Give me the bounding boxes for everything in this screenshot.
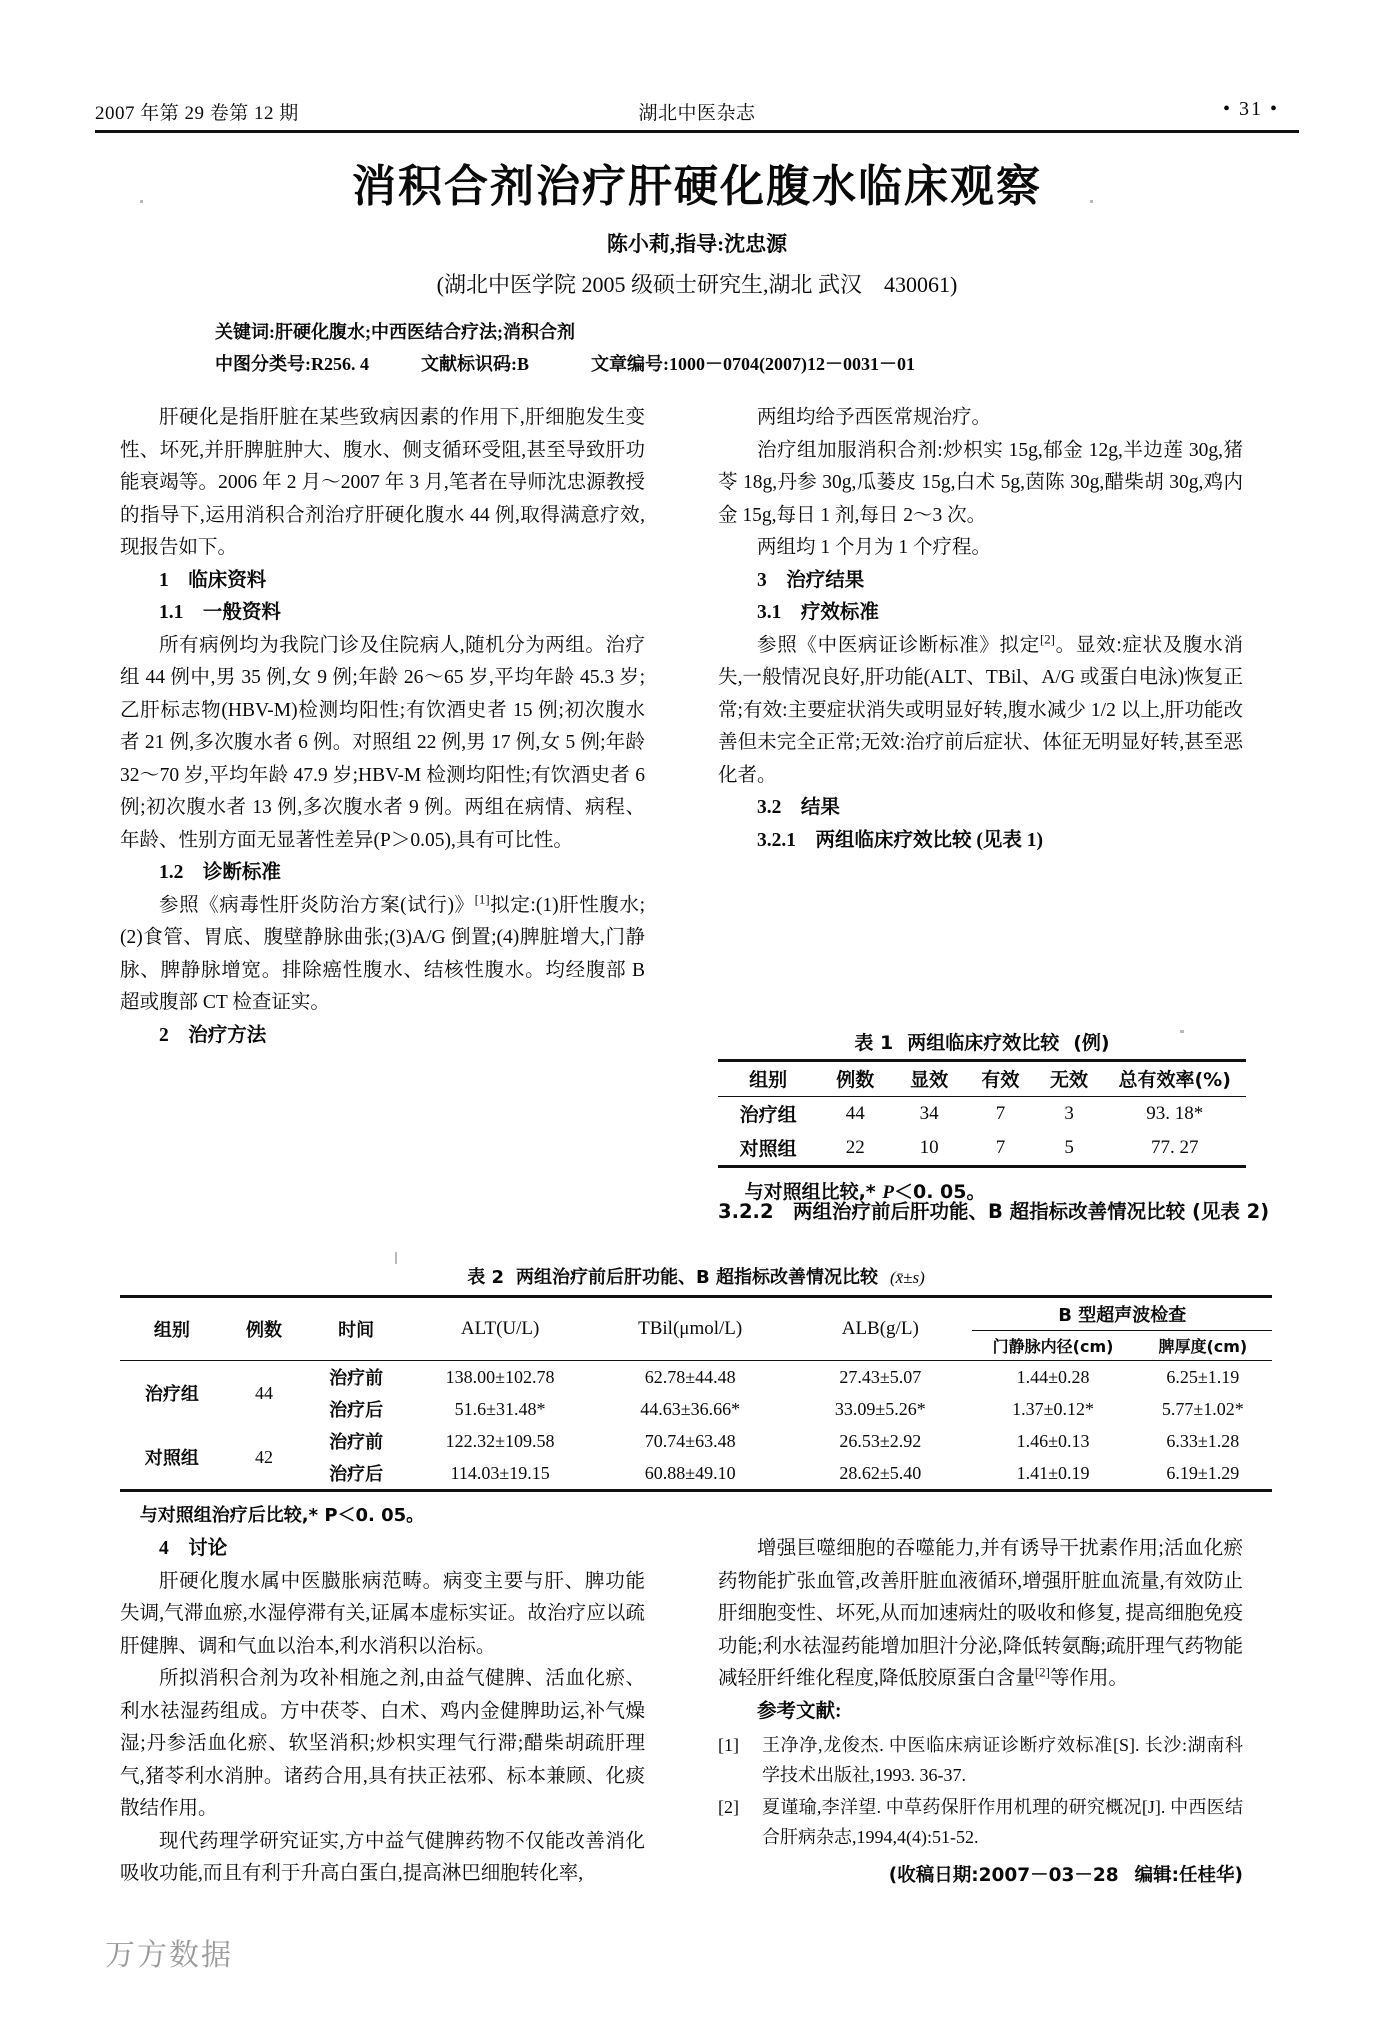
keywords-label: 关键词: bbox=[215, 322, 275, 342]
affiliation-line: (湖北中医学院 2005 级硕士研究生,湖北 武汉 430061) bbox=[436, 272, 958, 297]
list-item bbox=[718, 1792, 1243, 1852]
doccode-label: 文献标识码: bbox=[421, 354, 517, 374]
table-2-g0-r0-alb: 27.43±5.07 bbox=[839, 1366, 922, 1387]
reference-number-1: [1] bbox=[718, 1735, 739, 1755]
references-heading: 参考文献: bbox=[757, 1700, 842, 1722]
table-1-r0-c5: 93. 18* bbox=[1146, 1102, 1204, 1124]
table-2-g1-r1-sp: 6.19±1.29 bbox=[1166, 1462, 1240, 1483]
table-1-title: 两组临床疗效比较 bbox=[907, 1032, 1060, 1054]
section-heading-3: 3 治疗结果 bbox=[757, 569, 865, 591]
section-heading-3-2-2: 3.2.2 两组治疗前后肝功能、B 超指标改善情况比较 (见表 2) bbox=[718, 1200, 1270, 1223]
list-item bbox=[718, 1730, 1243, 1790]
running-head bbox=[95, 98, 1299, 128]
scan-speck bbox=[1180, 1030, 1184, 1033]
table-2-g1-r1-alt: 114.03±19.15 bbox=[450, 1462, 550, 1483]
table-row bbox=[718, 1131, 1246, 1167]
table-1-col-marked: 显效 bbox=[910, 1069, 949, 1091]
table-2-col-alb: ALB(g/L) bbox=[841, 1318, 919, 1339]
table-row bbox=[120, 1361, 1272, 1394]
table-1-col-rate: 总有效率(%) bbox=[1118, 1069, 1231, 1091]
table-2-g1-r1-tbil: 60.88±49.10 bbox=[644, 1462, 736, 1483]
classification-row bbox=[215, 349, 915, 379]
article-number-label: 文章编号: bbox=[591, 354, 670, 374]
table-2-header-group-row bbox=[120, 1297, 1272, 1331]
section-heading-1-1: 1.1 一般资料 bbox=[159, 602, 281, 623]
article-metadata bbox=[215, 317, 915, 379]
table-2-container bbox=[120, 1263, 1272, 1527]
doccode-value: B bbox=[517, 354, 530, 374]
table-2-g0-r1-sp: 5.77±1.02* bbox=[1161, 1398, 1244, 1419]
discussion-paragraph-4: 增强巨噬细胞的吞噬能力,并有诱导干扰素作用;活血化瘀药物能扩张血管,改善肝脏血液循环,增强肝脏血流量,有效防止肝细胞变性、坏死,从而加速病灶的吸收和修复, 提高细胞免疫功能;利水祛湿药能增加胆汁分泌,降低转氨酶;疏肝理气药物能减轻肝纤维化程度,降低胶原蛋白含量[2]等作用。 bbox=[718, 1538, 1243, 1689]
table-2-g1-r0-sp: 6.33±1.28 bbox=[1166, 1430, 1240, 1451]
table-1-col-effective: 有效 bbox=[981, 1069, 1020, 1091]
discussion-paragraph-1: 肝硬化腹水属中医臌胀病范畴。病变主要与肝、脾功能失调,气滞血瘀,水湿停滞有关,证属本虚标实证。故治疗应以疏肝健脾、调和气血以治本,利水消积以治标。 bbox=[120, 1570, 645, 1657]
paragraph-2a: 两组均给予西医常规治疗。 bbox=[757, 407, 992, 428]
table-2-col-tbil: TBil(μmol/L) bbox=[638, 1318, 743, 1339]
table-2-caption bbox=[120, 1263, 1272, 1289]
reference-number-2: [2] bbox=[718, 1797, 739, 1817]
table-2-g1-r1-time: 治疗后 bbox=[329, 1464, 384, 1485]
table-2-col-portal-vein: 门静脉内径(cm) bbox=[992, 1337, 1114, 1356]
table-1-col-group: 组别 bbox=[749, 1069, 788, 1091]
table-2-g1-r1-pv: 1.41±0.19 bbox=[1016, 1462, 1090, 1483]
paragraph-2b: 治疗组加服消积合剂:炒枳实 15g,郁金 12g,半边莲 30g,猪苓 18g,丹参 30g,瓜蒌皮 15g,白术 5g,茵陈 30g,醋柴胡 30g,鸡内金 15g,每日 1 剂,每日 2～3 次。 bbox=[718, 439, 1243, 526]
received-date: (收稿日期:2007－03－28 bbox=[888, 1865, 1119, 1886]
intro-paragraph: 肝硬化是指肝脏在某些致病因素的作用下,肝细胞发生变性、坏死,并肝脾脏肿大、腹水、侧支循环受阻,甚至导致肝功能衰竭等。2006 年 2 月～2007 年 3 月,笔者在导师沈忠源教授的指导下,运用消积合剂治疗肝硬化腹水 44 例,取得满意疗效,现报告如下。 bbox=[120, 407, 645, 558]
editor-name: 编辑:任桂华) bbox=[1134, 1865, 1243, 1886]
table-2-g0-r0-time: 治疗前 bbox=[329, 1368, 384, 1389]
table-row bbox=[718, 1097, 1246, 1132]
table-2-g0-r0-pv: 1.44±0.28 bbox=[1016, 1366, 1090, 1387]
table-2-g0-group: 治疗组 bbox=[144, 1384, 199, 1405]
table-2-col-spleen-thickness: 脾厚度(cm) bbox=[1158, 1337, 1248, 1356]
table-2-g1-r0-alb: 26.53±2.92 bbox=[839, 1430, 922, 1451]
clc-label: 中图分类号: bbox=[215, 354, 311, 374]
table-2-g1-r1-alb: 28.62±5.40 bbox=[839, 1462, 922, 1483]
table-1-col-ineffective: 无效 bbox=[1050, 1069, 1089, 1091]
right-column-upper bbox=[718, 402, 1243, 857]
section-heading-3-2: 3.2 结果 bbox=[757, 797, 840, 818]
page-number: • 31 • bbox=[1222, 98, 1279, 120]
table-1 bbox=[718, 1059, 1246, 1168]
article-number-value: 1000－0704(2007)12－0031－01 bbox=[669, 354, 916, 374]
table-row bbox=[120, 1425, 1272, 1457]
reference-text-1: 王净净,龙俊杰. 中医临床病证诊断疗效标准[S]. 长沙:湖南科学技术出版社,1993. 36-37. bbox=[762, 1735, 1243, 1785]
table-2-col-group: 组别 bbox=[153, 1320, 190, 1341]
table-1-container bbox=[718, 1028, 1246, 1204]
table-1-r0-c4: 3 bbox=[1064, 1102, 1074, 1124]
table-1-unit: (例) bbox=[1073, 1032, 1110, 1054]
table-2-g0-r1-alt: 51.6±31.48* bbox=[454, 1398, 546, 1419]
watermark: 万方数据 bbox=[105, 1939, 233, 1972]
table-2-g0-r0-tbil: 62.78±44.48 bbox=[644, 1366, 736, 1387]
table-1-r0-c3: 7 bbox=[995, 1102, 1006, 1124]
table-2-col-alt: ALT(U/L) bbox=[460, 1318, 540, 1339]
reference-text-2: 夏谨瑜,李洋望. 中草药保肝作用机理的研究概况[J]. 中西医结合肝病杂志,1994,4(4):51-52. bbox=[762, 1797, 1243, 1847]
table-1-r1-c2: 10 bbox=[919, 1136, 939, 1158]
section-heading-1-2: 1.2 诊断标准 bbox=[159, 862, 281, 883]
table-1-header-row bbox=[718, 1061, 1246, 1097]
table-1-r1-c0: 对照组 bbox=[739, 1138, 797, 1160]
table-1-footnote-pre: 与对照组比较,* bbox=[744, 1181, 883, 1203]
paragraph-2c: 两组均 1 个月为 1 个疗程。 bbox=[757, 537, 992, 558]
section-heading-3-2-1: 3.2.1 两组临床疗效比较 (见表 1) bbox=[757, 829, 1043, 851]
table-2-g1-group: 对照组 bbox=[144, 1448, 199, 1469]
table-1-footnote-p: P bbox=[882, 1182, 894, 1203]
table-2-footnote: 与对照组治疗后比较,* P＜0. 05。 bbox=[139, 1505, 425, 1526]
section-heading-1: 1 临床资料 bbox=[159, 569, 267, 591]
section-heading-2: 2 治疗方法 bbox=[159, 1024, 267, 1046]
table-2-g1-r0-time: 治疗前 bbox=[329, 1432, 384, 1453]
table-1-r1-c3: 7 bbox=[995, 1136, 1006, 1158]
keywords-row bbox=[215, 317, 915, 347]
table-1-r0-c2: 34 bbox=[919, 1102, 939, 1124]
table-2-number: 表 2 bbox=[467, 1267, 504, 1288]
table-2-g1-r0-tbil: 70.74±63.48 bbox=[644, 1430, 736, 1451]
table-1-caption bbox=[718, 1028, 1246, 1055]
paragraph-3-1: 参照《中医病证诊断标准》拟定[2]。显效:症状及腹水消失,一般情况良好,肝功能(ALT、TBil、A/G 或蛋白电泳)恢复正常;有效:主要症状消失或明显好转,腹水减少 1/2 以上,肝功能改善但未完全正常;无效:治疗前后症状、体征无明显好转,甚至恶化者。 bbox=[718, 632, 1243, 786]
keywords-value: 肝硬化腹水;中西医结合疗法;消积合剂 bbox=[275, 322, 575, 342]
table-1-r1-c5: 77. 27 bbox=[1150, 1136, 1199, 1158]
author-line: 陈小莉,指导:沈忠源 bbox=[606, 232, 788, 256]
table-1-r1-c4: 5 bbox=[1064, 1136, 1074, 1158]
table-1-number: 表 1 bbox=[854, 1032, 894, 1054]
table-2-col-time: 时间 bbox=[338, 1320, 375, 1341]
table-2-g0-r1-tbil: 44.63±36.66* bbox=[640, 1398, 741, 1419]
table-2-g0-r0-alt: 138.00±102.78 bbox=[445, 1366, 555, 1387]
table-2-col-ultrasound-group: B 型超声波检查 bbox=[972, 1297, 1272, 1331]
table-2-col-n: 例数 bbox=[245, 1320, 282, 1341]
table-2-g0-r1-pv: 1.37±0.12* bbox=[1012, 1398, 1094, 1419]
table-1-r1-c1: 22 bbox=[845, 1136, 865, 1158]
table-2-g0-r1-time: 治疗后 bbox=[329, 1400, 384, 1421]
paragraph-1-2: 参照《病毒性肝炎防治方案(试行)》[1]拟定:(1)肝性腹水;(2)食管、胃底、腹壁静脉曲张;(3)A/G 倒置;(4)脾脏增大,门静脉、脾静脉增宽。排除癌性腹水、结核性腹水。均经腹部 B 超或腹部 CT 检查证实。 bbox=[120, 892, 645, 1013]
table-2-g0-n: 44 bbox=[254, 1382, 273, 1403]
running-head-issue: 2007 年第 29 卷第 12 期 bbox=[95, 103, 299, 124]
table-2-g1-n: 42 bbox=[254, 1446, 273, 1467]
table-1-col-n: 例数 bbox=[836, 1069, 875, 1091]
scan-speck bbox=[140, 200, 143, 203]
table-1-r0-c1: 44 bbox=[845, 1102, 865, 1124]
left-column-lower bbox=[120, 1533, 645, 1891]
right-column-lower bbox=[718, 1533, 1243, 1893]
table-2-title: 两组治疗前后肝功能、B 超指标改善情况比较 bbox=[515, 1267, 878, 1288]
discussion-paragraph-3: 现代药理学研究证实,方中益气健脾药物不仅能改善消化吸收功能,而且有利于升高白蛋白,提高淋巴细胞转化率, bbox=[120, 1830, 645, 1884]
discussion-paragraph-2: 所拟消积合剂为攻补相施之剂,由益气健脾、活血化瘀、利水祛湿药组成。方中茯苓、白术、鸡内金健脾助运,补气燥湿;丹参活血化瘀、软坚消积;炒枳实理气行滞;醋柴胡疏肝理气,猪苓利水消肿。诸药合用,具有扶正祛邪、标本兼顾、化痰散结作用。 bbox=[120, 1668, 645, 1819]
table-2-g1-r0-alt: 122.32±109.58 bbox=[445, 1430, 555, 1451]
scan-speck bbox=[395, 1252, 397, 1264]
section-heading-3-1: 3.1 疗效标准 bbox=[757, 602, 879, 623]
left-column-upper bbox=[120, 402, 645, 1052]
table-2-g1-r0-pv: 1.46±0.13 bbox=[1016, 1430, 1090, 1451]
table-2-g0-r0-sp: 6.25±1.19 bbox=[1166, 1366, 1240, 1387]
scan-speck bbox=[1090, 200, 1093, 203]
table-1-r0-c0: 治疗组 bbox=[739, 1104, 797, 1126]
article-title: 消积合剂治疗肝硬化腹水临床观察 bbox=[352, 161, 1042, 212]
received-date-line bbox=[718, 1860, 1243, 1893]
table-2-unit: (x̄±s) bbox=[889, 1268, 925, 1287]
section-heading-4: 4 讨论 bbox=[159, 1538, 228, 1559]
table-2-g0-r1-alb: 33.09±5.26* bbox=[834, 1398, 926, 1419]
clc-value: R256. 4 bbox=[311, 354, 369, 374]
paragraph-1-1: 所有病例均为我院门诊及住院病人,随机分为两组。治疗组 44 例中,男 35 例,女 9 例;年龄 26～65 岁,平均年龄 45.3 岁;乙肝标志物(HBV-M)检测均阳性;有饮酒史者 15 例;初次腹水者 21 例,多次腹水者 6 例。对照组 22 例,男 17 例,女 5 例;年龄 32～70 岁,平均年龄 47.9 岁;HBV-M 检测均阳性;有饮酒史者 6 例;初次腹水者 13 例,多次腹水者 9 例。两组在病情、病程、年龄、性别方面无显著性差异(P＞0.05),具有可比性。 bbox=[120, 634, 645, 851]
table-1-footnote-post: ＜0. 05。 bbox=[893, 1181, 986, 1203]
header-rule bbox=[95, 130, 1299, 133]
table-2 bbox=[120, 1295, 1272, 1492]
running-head-journal: 湖北中医杂志 bbox=[638, 103, 756, 124]
